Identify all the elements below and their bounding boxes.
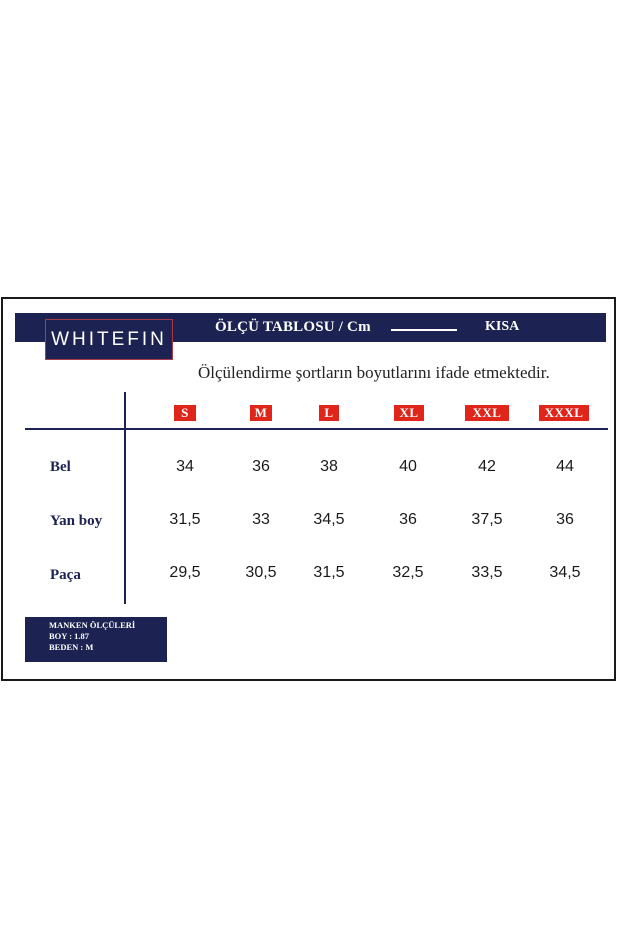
- table-cell: 33,5: [471, 564, 503, 581]
- table-cell: 36: [252, 458, 270, 475]
- table-header-divider: [25, 428, 608, 430]
- table-cell: 31,5: [313, 564, 345, 581]
- size-badge-xxl: XXL: [465, 405, 509, 421]
- brand-logo: [45, 319, 173, 360]
- size-badge-xl: XL: [394, 405, 424, 421]
- size-badge-s: S: [174, 405, 196, 421]
- size-badge-m: M: [250, 405, 272, 421]
- table-cell: 36: [399, 511, 417, 528]
- table-cell: 38: [320, 458, 338, 475]
- table-cell: 33: [252, 511, 270, 528]
- size-badge-l: L: [319, 405, 339, 421]
- model-info-height: BOY : 1.87: [49, 631, 90, 641]
- table-cell: 36: [556, 511, 574, 528]
- product-type-label: KISA: [485, 319, 520, 334]
- table-cell: 34,5: [313, 511, 345, 528]
- table-label-divider: [124, 392, 126, 604]
- table-cell: 29,5: [169, 564, 201, 581]
- model-info-size: BEDEN : M: [49, 642, 94, 652]
- table-cell: 34,5: [549, 564, 581, 581]
- table-cell: 32,5: [392, 564, 424, 581]
- table-cell: 34: [176, 458, 194, 475]
- table-cell: 42: [478, 458, 496, 475]
- table-cell: 31,5: [169, 511, 201, 528]
- table-cell: 37,5: [471, 511, 503, 528]
- table-cell: 40: [399, 458, 417, 475]
- chart-title: ÖLÇÜ TABLOSU / Cm: [215, 319, 371, 335]
- brand-logo-text: WHITEFIN: [51, 328, 167, 350]
- model-info-title: MANKEN ÖLÇÜLERİ: [49, 620, 136, 630]
- header-divider-line: [391, 329, 457, 331]
- chart-description: Ölçülendirme şortların boyutlarını ifade etmektedir.: [198, 363, 550, 382]
- row-label-yan-boy: Yan boy: [50, 513, 103, 529]
- table-cell: 30,5: [245, 564, 277, 581]
- row-label-paca: Paça: [50, 567, 81, 583]
- row-label-bel: Bel: [50, 459, 71, 475]
- size-badge-xxxl: XXXL: [539, 405, 589, 421]
- size-chart-card: [1, 297, 616, 681]
- table-cell: 44: [556, 458, 574, 475]
- model-info-box: [25, 617, 167, 662]
